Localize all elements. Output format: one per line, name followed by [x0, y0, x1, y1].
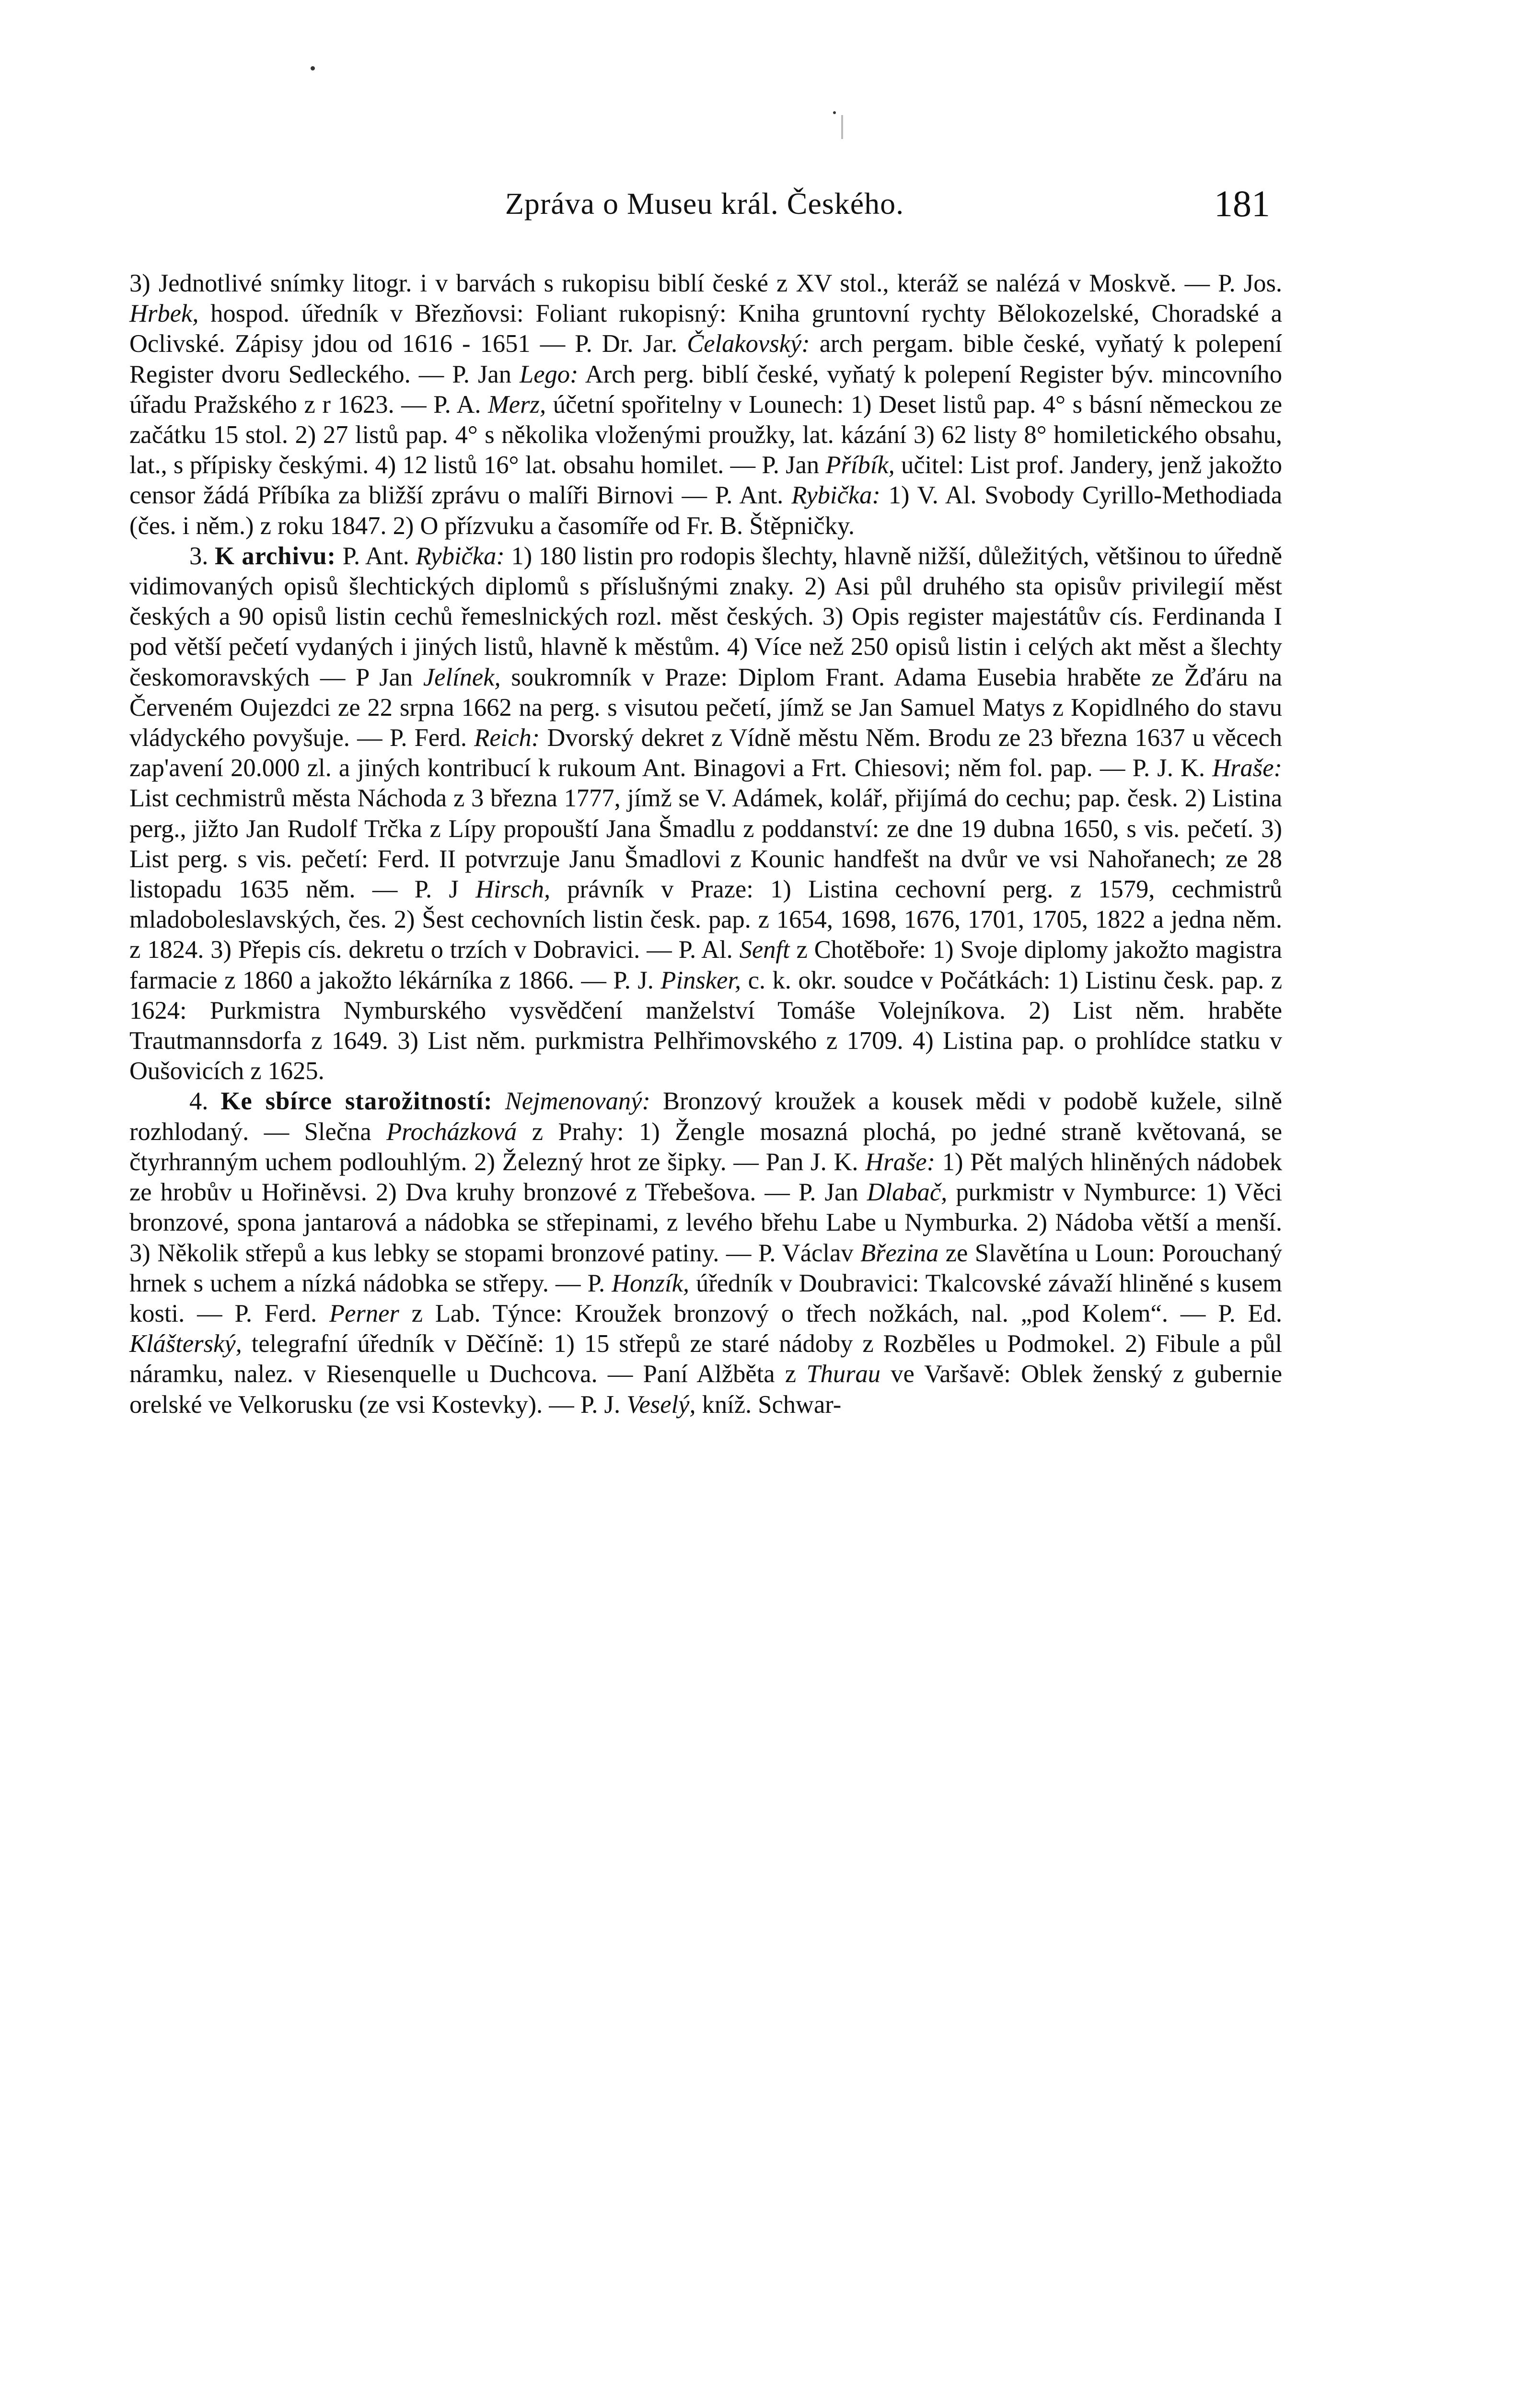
- text-run: z Lab. Týnce: Kroužek bronzový o třech nožkách, nal. „pod Kolem“. — P. Ed.: [399, 1299, 1282, 1327]
- body-text: [129, 268, 1282, 1420]
- page-header: [129, 183, 1280, 239]
- donor-name: Lego:: [520, 360, 579, 388]
- paragraph-manuscripts-continued: [129, 268, 1282, 541]
- page-number: 181: [1214, 183, 1270, 224]
- text-run: 1) 180 listin pro rodopis šlechty, hlavně nižší, důležitých, většinou to úředně vidimovaných opisů šlechtických diplomů s příslušnými znaky. 2) Asi půl druhého sta opisův privilegií měst českých a 90 opisů listin cechů řemeslnických rozl. měst českých. 3) Opis register majestátův cís. Ferdinanda I pod větší pečetí vydaných i jiných listů, hlavně k městům. 4) Více než 250 opisů listin i celých akt měst a šlechty českomoravských — P Jan: [129, 542, 1283, 691]
- donor-name: Hraše:: [1212, 754, 1282, 782]
- text-run: ze Slavětína u Loun: Porouchaný hrnek s uchem a nízká nádobka se střepy. — P.: [129, 1239, 1282, 1297]
- text-run: kníž. Schwar-: [695, 1390, 842, 1419]
- donor-name: Hrbek,: [129, 300, 199, 328]
- donor-name: Procházková: [386, 1117, 517, 1146]
- donor-name: Hirsch,: [475, 875, 551, 904]
- donor-name: Honzík,: [612, 1269, 689, 1297]
- section-heading: K archivu:: [214, 542, 336, 570]
- donor-name: Hraše:: [865, 1148, 936, 1176]
- donor-name: Merz,: [488, 390, 546, 419]
- text-run: 1) V. Al. Svobody Cyrillo-Methodiada (čes. i něm.) z roku 1847. 2) O přízvuku a časomíře od Fr. B. Štěpničky.: [129, 481, 1283, 540]
- text-run: 1) Pět malých hliněných nádobek ze hrobův u Hořiněvsi. 2) Dva kruhy bronzové z Třebešova. — P. Jan: [129, 1148, 1282, 1207]
- text-run: úředník v Doubravici: Tkalcovské závaží hliněné s kusem kosti. — P. Ferd.: [129, 1269, 1282, 1327]
- running-head: Zpráva o Museu král. Českého.: [505, 186, 904, 221]
- paragraph-antiquities: [129, 1086, 1282, 1420]
- text-run: právník v Praze: 1) Listina cechovní perg. z 1579, cechmistrů mladoboleslavských, čes. 2) Šest cechovních listin česk. pap. z 1654, 1698, 1676, 1701, 1705, 1822 a jedna něm. z 1824. 3) Přepis cís. dekretu o trzích v Dobravici. — P. Al.: [129, 875, 1282, 964]
- text-run: Bronzový kroužek a kousek mědi v podobě kužele, silně rozhlodaný. — Slečna: [129, 1087, 1283, 1146]
- donor-name: Perner: [329, 1299, 399, 1327]
- donor-name: Jelínek,: [423, 663, 501, 691]
- text-run: z Prahy: 1) Žengle mosazná plochá, po jedné straně květovaná, se čtyrhranným uchem podlouhlým. 2) Železný hrot ze šipky. — Pan J. K.: [129, 1117, 1282, 1176]
- scan-mark: [841, 115, 843, 139]
- text-run: soukromník v Praze: Diplom Frant. Adama Eusebia hraběte ze Žďáru na Červeném Oujezdci ze 22 srpna 1662 na perg. s visutou pečetí, jímž se Jan Samuel Matys z Kopidlného do stavu vládyckého povyšuje. — P. Ferd.: [129, 663, 1283, 752]
- text-run: List cechmistrů města Náchoda z 3 března 1777, jímž se V. Adámek, kolář, přijímá do cechu; pap. česk. 2) Listina perg., jižto Jan Rudolf Trčka z Lípy propouští Jana Šmadlu z poddanství: ze dne 19 dubna 1650, s vis. pečetí. 3) List perg. s vis. pečetí: Ferd. II potvrzuje Janu Šmadlovi z Kounic handfešt na dvůr ve vsi Nahořanech; ze 28 listopadu 1635 něm. — P. J: [129, 784, 1282, 904]
- text-run: ve Varšavě: Oblek ženský z gubernie orelské ve Velkorusku (ze vsi Kostevky). — P. J.: [129, 1360, 1282, 1419]
- donor-name: Dlabač,: [867, 1178, 948, 1207]
- text-run: hospod. úředník v Březňovsi: Foliant rukopisný: Kniha gruntovní rychty Bělokozelské, Choradské a Oclivské. Zápisy jdou od 1616 - 1651 — P. Dr. Jar.: [129, 300, 1282, 358]
- donor-name: Senft: [739, 936, 790, 964]
- donor-name: Klášterský,: [129, 1330, 242, 1358]
- text-run: učitel: List prof. Jandery, jenž jakožto censor žádá Příbíka za bližší zprávu o malíři Birnovi — P. Ant.: [129, 451, 1282, 510]
- donor-name: Veselý,: [626, 1390, 696, 1419]
- section-number: 4.: [189, 1087, 221, 1116]
- donor-name: Reich:: [474, 724, 540, 752]
- text-run: telegrafní úředník v Děčíně: 1) 15 střepů ze staré nádoby z Rozběles u Podmokel. 2) Fibule a půl náramku, nalez. v Riesenquelle u Duchcova. — Paní Alžběta z: [129, 1330, 1282, 1388]
- text-run: účetní spořitelny v Lounech: 1) Deset listů pap. 4° s básní německou ze začátku 15 stol. 2) 27 listů pap. 4° s několika vloženými proužky, lat. kázání 3) 62 listy 8° homiletického obsahu, lat., s přípisky českými. 4) 12 listů 16° lat. obsahu homilet. — P. Jan: [129, 390, 1282, 479]
- text-run: Arch perg. biblí české, vyňatý k polepení Register býv. mincovního úřadu Pražského z r 1623. — P. A.: [129, 360, 1282, 419]
- section-heading: Ke sbírce starožitností:: [220, 1087, 493, 1116]
- text-run: 3) Jednotlivé snímky litogr. i v barvách s rukopisu biblí české z XV stol., kteráž se nalézá v Moskvě. — P. Jos.: [129, 269, 1282, 297]
- donor-name: Pinsker,: [660, 966, 741, 994]
- text-run: purkmistr v Nymburce: 1) Věci bronzové, spona jantarová a nádobka se střepinami, z levého břehu Labe u Nymburka. 2) Nádoba větší a menší. 3) Několik střepů a kus lebky se stopami bronzové patiny. — P. Václav: [129, 1178, 1282, 1267]
- paragraph-archive: [129, 541, 1282, 1087]
- donor-name: Nejmenovaný:: [505, 1087, 650, 1116]
- donor-name: Březina: [860, 1239, 939, 1267]
- donor-name: Thurau: [806, 1360, 881, 1388]
- donor-name: Rybička:: [416, 542, 505, 570]
- donor-name: Čelakovský:: [687, 330, 810, 358]
- text-run: c. k. okr. soudce v Počátkách: 1) Listinu česk. pap. z 1624: Purkmistra Nymburského vysvědčení manželství Tomáše Volejníkova. 2) List něm. hraběte Trautmannsdorfa z 1649. 3) List něm. purkmistra Pelhřimovského z 1709. 4) Listina pap. o prohlídce statku v Oušovicích z 1625.: [129, 966, 1282, 1085]
- scan-speck: [311, 66, 315, 70]
- text-run: arch pergam. bible české, vyňatý k polepení Register dvoru Sedleckého. — P. Jan: [129, 330, 1282, 388]
- text-run: [493, 1087, 505, 1115]
- text-run: P. Ant.: [336, 542, 416, 570]
- text-run: Dvorský dekret z Vídně městu Něm. Brodu ze 23 března 1637 u věcech zap'avení 20.000 zl. a jiných kontribucí k rukoum Ant. Binagovi a Frt. Chiesovi; něm fol. pap. — P. J. K.: [129, 724, 1282, 782]
- text-run: z Chotěboře: 1) Svoje diplomy jakožto magistra farmacie z 1860 a jakožto lékárníka z 1866. — P. J.: [129, 936, 1282, 994]
- section-number: 3.: [189, 542, 215, 570]
- scan-speck: [833, 111, 836, 114]
- donor-name: Rybička:: [791, 481, 880, 510]
- donor-name: Příbík,: [825, 451, 895, 479]
